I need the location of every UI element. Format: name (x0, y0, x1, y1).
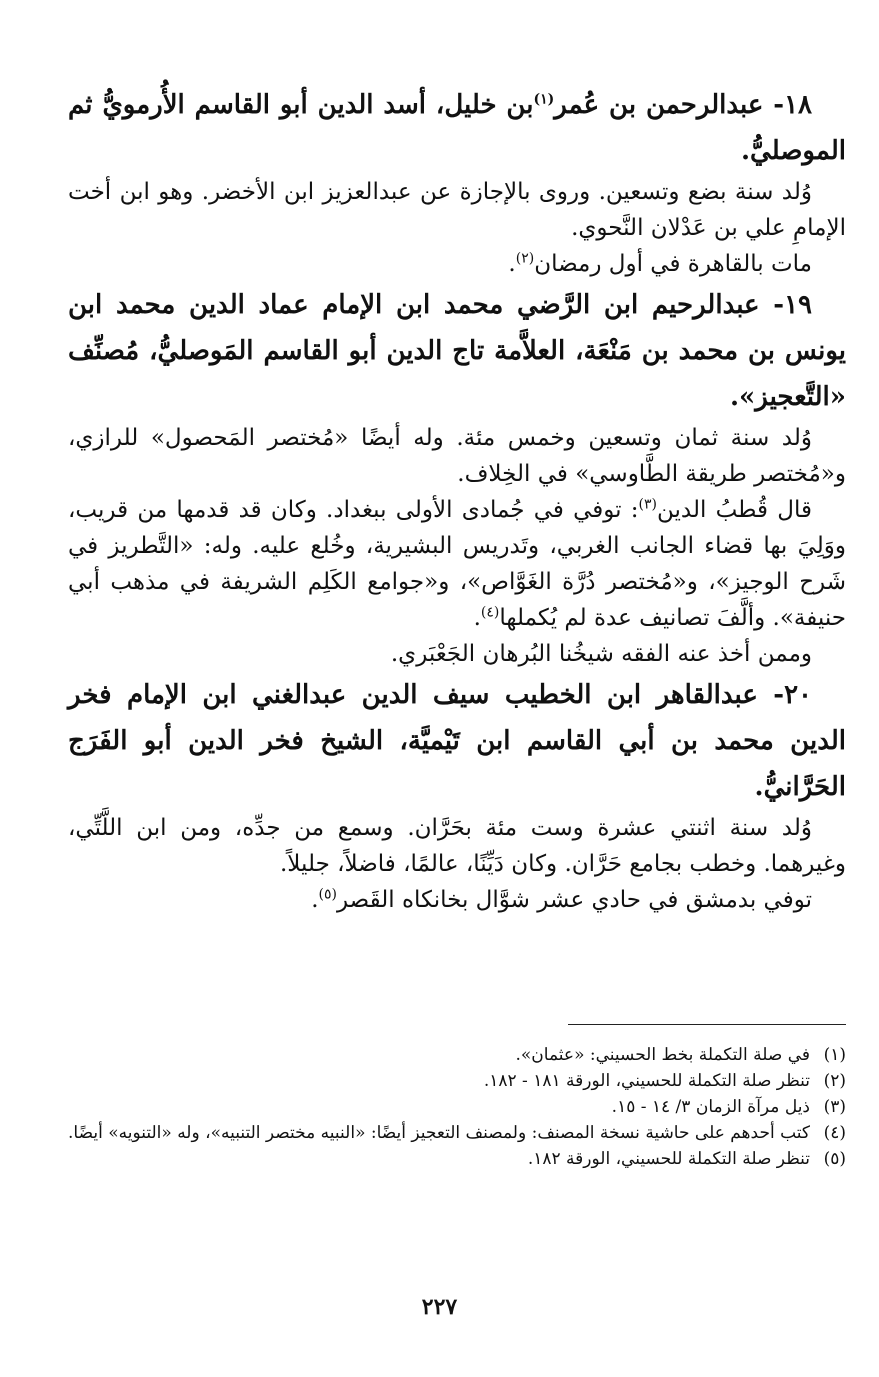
footnotes (68, 1042, 846, 1172)
entry-18-paragraph-2 (68, 246, 846, 282)
entry-19-paragraph-2 (68, 492, 846, 636)
entry-18-heading-part2: بن خليل، أسد الدين أبو القاسم الأُرمويُّ ثم الموصليُّ. (68, 90, 846, 166)
footnote-text: تنظر صلة التكملة للحسيني، الورقة ١٨١ - ١٨٢. (483, 1071, 810, 1091)
footnote-number: (٤) (823, 1123, 846, 1143)
footnote-number: (٢) (823, 1071, 846, 1091)
entry-18-death-text: مات بالقاهرة في أول رمضان (534, 251, 812, 277)
footnote-number: (٣) (823, 1097, 846, 1117)
entry-20-death-end: . (311, 887, 319, 913)
footnote-number: (١) (823, 1045, 846, 1065)
footnote-separator (568, 1024, 846, 1025)
footnote-3 (68, 1094, 846, 1120)
footnote-5 (68, 1146, 846, 1172)
entry-18-heading (68, 82, 846, 174)
footnote-text: ذيل مرآة الزمان ٣/ ١٤ - ١٥. (611, 1097, 810, 1117)
entry-19-quote-end: . (473, 605, 481, 631)
footnote-ref-5: (٥) (318, 886, 337, 903)
entry-19-heading: ١٩- عبدالرحيم ابن الرَّضي محمد ابن الإمام عماد الدين محمد ابن يونس بن محمد بن مَنْعَة، العلاَّمة تاج الدين أبو القاسم المَوصليُّ، مُصنِّف «التَّعجيز». (68, 290, 846, 412)
footnote-ref-2: (٢) (515, 250, 535, 267)
entry-19-paragraph-1: وُلد سنة ثمان وتسعين وخمس مئة. وله أيضًا «مُختصر المَحصول» للرازي، و«مُختصر طريقة الطَّاوسي» في الخِلاف. (68, 425, 846, 487)
footnote-2 (68, 1068, 846, 1094)
entry-18-death-end: . (508, 251, 516, 277)
footnote-1 (68, 1042, 846, 1068)
footnote-text: كتب أحدهم على حاشية نسخة المصنف: ولمصنف التعجيز أيضًا: «النبيه مختصر التنبيه»، وله «التنويه» أيضًا. (68, 1123, 810, 1143)
footnote-ref-4: (٤) (480, 604, 500, 621)
footnote-text: تنظر صلة التكملة للحسيني، الورقة ١٨٢. (527, 1149, 810, 1169)
entry-18-heading-part1: ١٨- عبدالرحمن بن عُمر (554, 90, 812, 120)
entry-19-quote-body: : توفي في جُمادى الأولى ببغداد. وكان قد قدمها من قريب، ووَلِيَ بها قضاء الجانب الغربي، وتَدريس البشيرية، وخُلع عليه. وله: «التَّطريز في شَرح الوجيز»، و«مُختصر دُرَّة الغَوَّاص»، و«جوامع الكَلِم الشريفة في مذهب أبي حنيفة». وألَّفَ تصانيف عدة لم يُكملها (68, 497, 846, 631)
page-number: ٢٢٧ (421, 1294, 458, 1320)
main-text (68, 82, 846, 918)
entry-20-paragraph-1: وُلد سنة اثنتي عشرة وست مئة بحَرَّان. وسمع من جدِّه، ومن ابن اللَّتِّي، وغيرهما. وخطب بجامع حَرَّان. وكان دَيِّنًا، عالمًا، فاضلاً، جليلاً. (68, 815, 846, 877)
entry-20-heading: ٢٠- عبدالقاهر ابن الخطيب سيف الدين عبدالغني ابن الإمام فخر الدين محمد بن أبي القاسم ابن تَيْميَّة، الشيخ فخر الدين أبو الفَرَج الحَرَّانيُّ. (68, 680, 846, 802)
entry-20-paragraph-2 (68, 882, 846, 918)
entry-19-paragraph-3: وممن أخذ عنه الفقه شيخُنا البُرهان الجَعْبَري. (390, 641, 812, 667)
footnote-text: في صلة التكملة بخط الحسيني: «عثمان». (515, 1045, 810, 1065)
footnote-ref-3: (٣) (638, 496, 657, 513)
footnote-4 (68, 1120, 846, 1146)
entry-18-paragraph-1: وُلد سنة بضع وتسعين. وروى بالإجازة عن عبدالعزيز ابن الأخضر. وهو ابن أخت الإمامِ علي بن عَدْلان النَّحوي. (68, 179, 846, 241)
footnote-ref-1: (١) (533, 91, 555, 108)
footnote-number: (٥) (823, 1149, 846, 1169)
entry-19-quote-intro: قال قُطبُ الدين (657, 497, 812, 523)
entry-20-death-text: توفي بدمشق في حادي عشر شوَّال بخانكاه القَصر (336, 887, 812, 913)
